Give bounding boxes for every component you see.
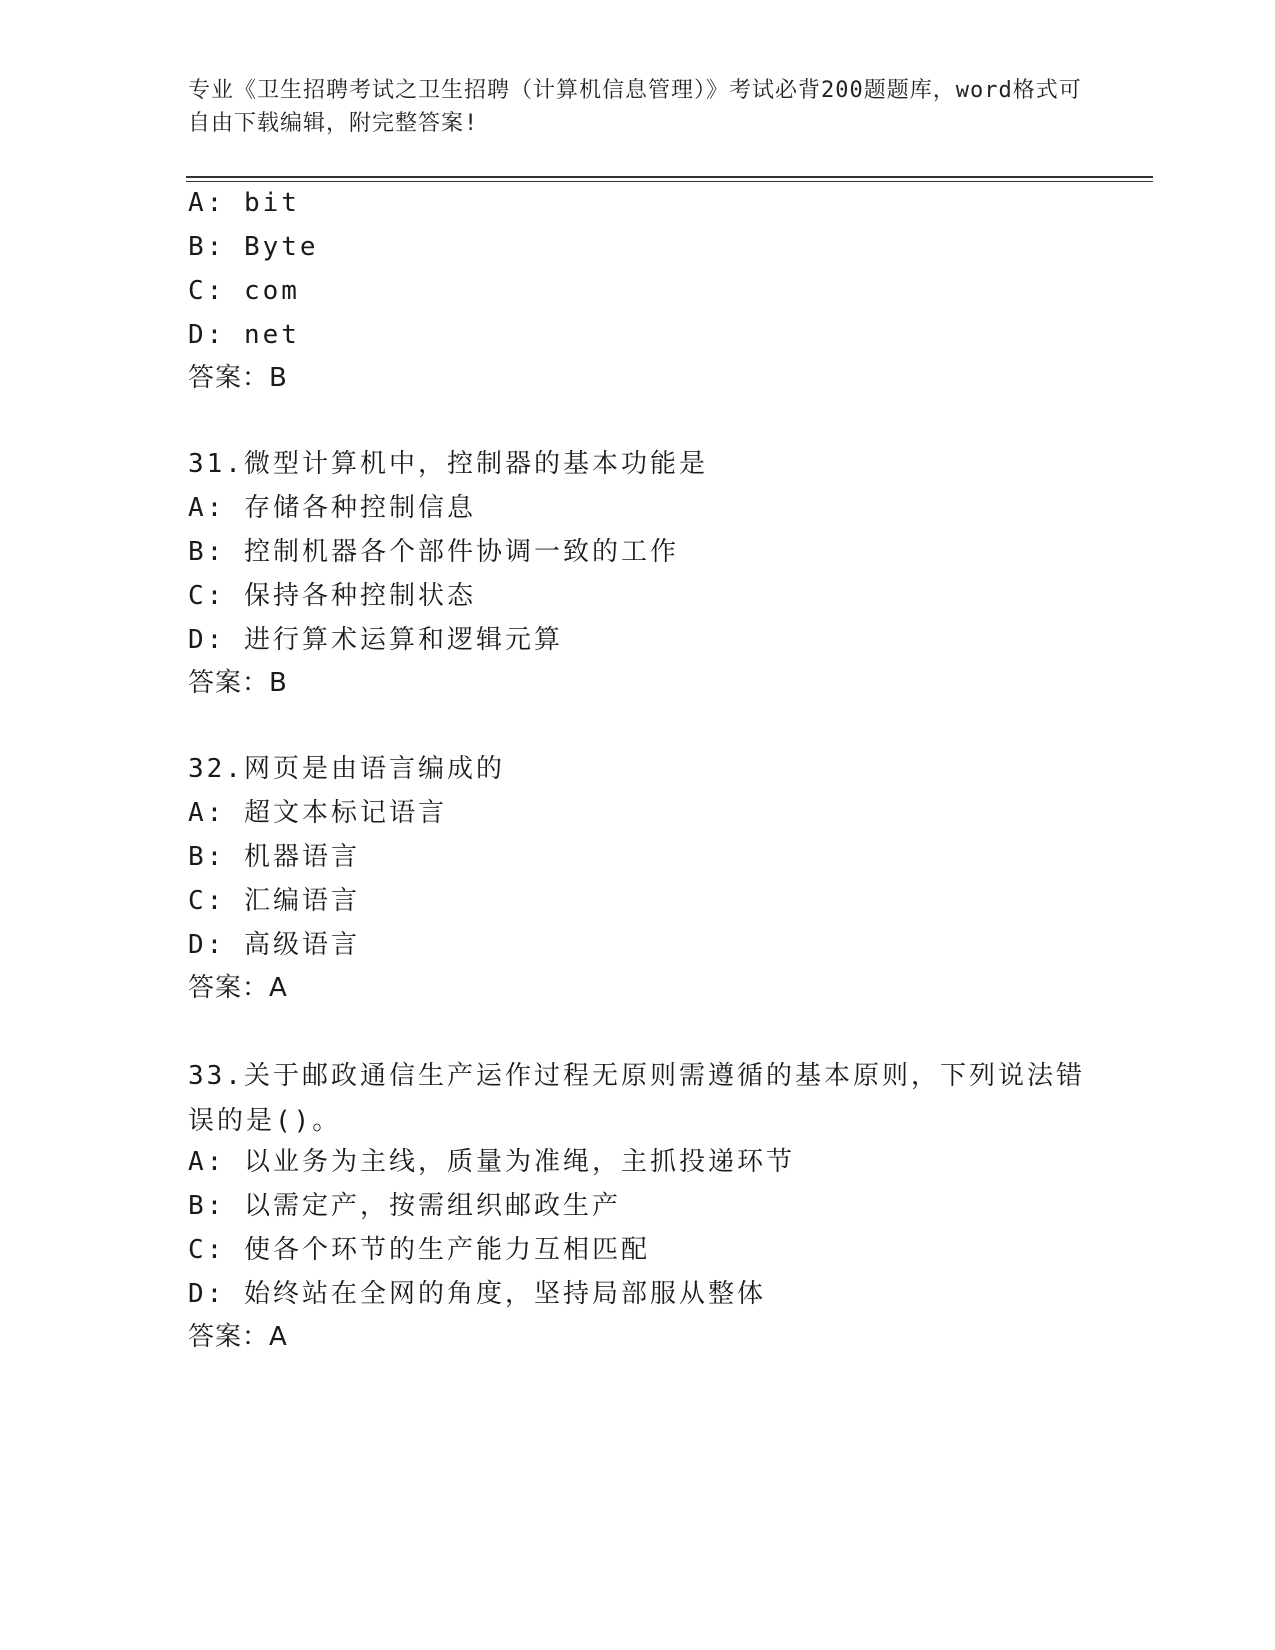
header-divider-thick [186,176,1153,178]
q32-option-b: B: 机器语言 [188,842,360,872]
q31-question: 31.微型计算机中，控制器的基本功能是 [188,449,708,479]
q30-option-a: A: bit [188,188,300,218]
q33-answer: 答案：A [188,1322,288,1352]
q30-option-b: B: Byte [188,232,319,262]
q33-option-b: B: 以需定产，按需组织邮政生产 [188,1191,621,1221]
q32-option-a: A: 超文本标记语言 [188,798,447,828]
q30-option-d: D: net [188,320,300,350]
q33-option-c: C: 使各个环节的生产能力互相匹配 [188,1235,650,1265]
q32-option-c: C: 汇编语言 [188,886,360,916]
q33-question: 33.关于邮政通信生产运作过程无原则需遵循的基本原则，下列说法错误的是()。 [188,1061,1085,1136]
q31-option-a: A: 存储各种控制信息 [188,493,476,523]
q31-answer: 答案：B [188,668,288,698]
q30-option-c: C: com [188,276,300,306]
header-divider-thin [186,181,1153,182]
q32-answer: 答案：A [188,973,288,1003]
q30-answer: 答案：B [188,363,288,393]
q32-question: 32.网页是由语言编成的 [188,754,505,784]
q33-option-d: D: 始终站在全网的角度，坚持局部服从整体 [188,1279,766,1309]
q33-option-a: A: 以业务为主线，质量为准绳，主抓投递环节 [188,1147,795,1177]
q31-option-d: D: 进行算术运算和逻辑元算 [188,625,563,655]
document-header: 专业《卫生招聘考试之卫生招聘（计算机信息管理）》考试必背200题题库，word格式可自由下载编辑，附完整答案! [188,78,1082,136]
q31-option-c: C: 保持各种控制状态 [188,581,476,611]
q32-option-d: D: 高级语言 [188,930,360,960]
q31-option-b: B: 控制机器各个部件协调一致的工作 [188,537,679,567]
